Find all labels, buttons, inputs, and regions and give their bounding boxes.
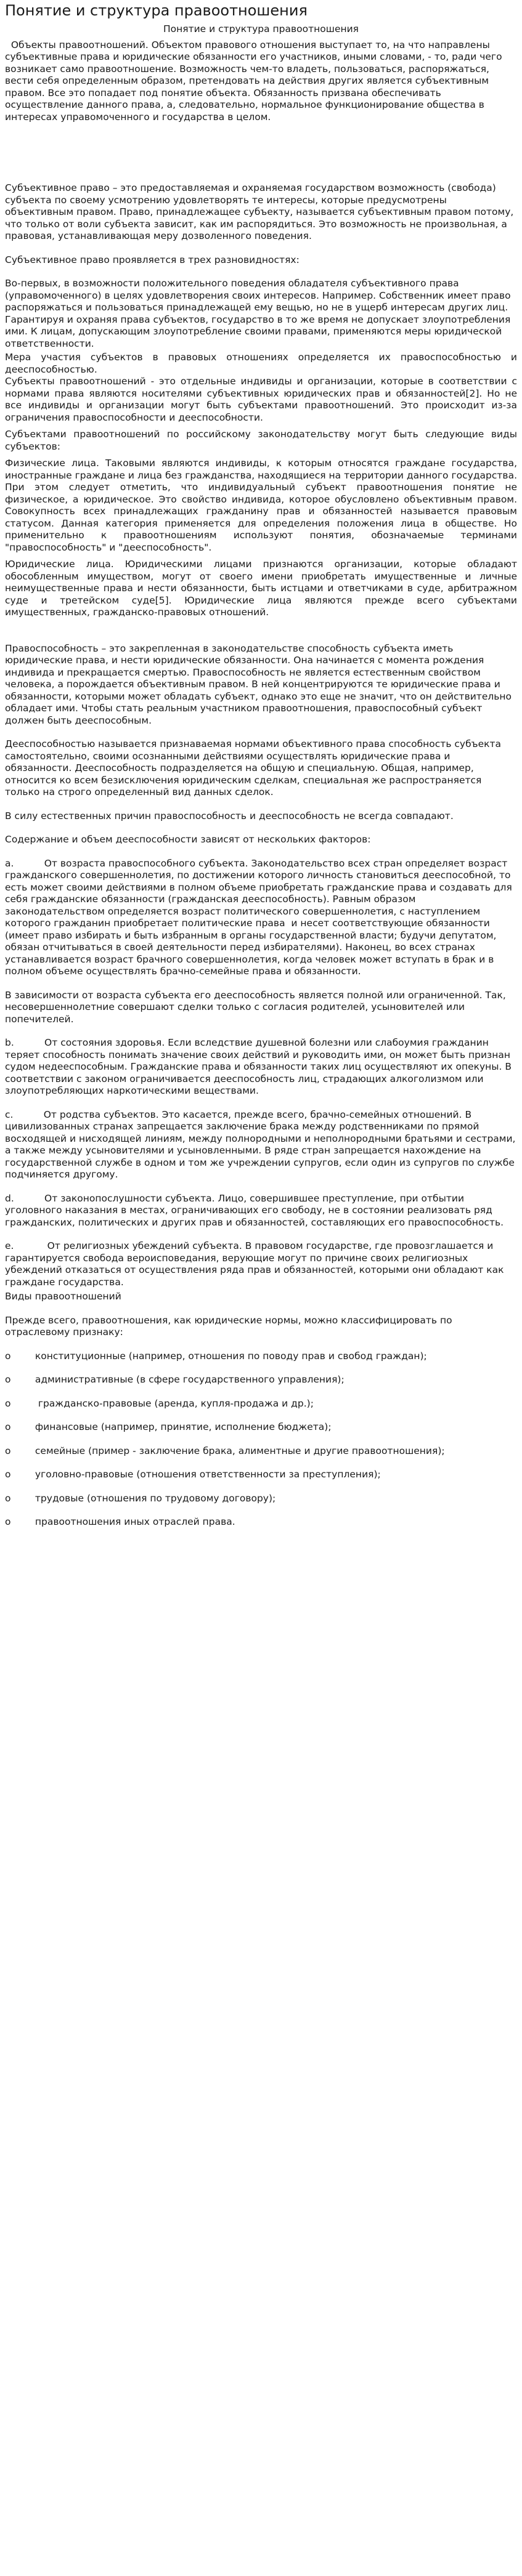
spacer <box>5 554 517 559</box>
document-subtitle: Понятие и структура правоотношения <box>163 23 359 34</box>
spacer <box>5 424 517 429</box>
physical-persons-paragraph: Физические лица. Таковыми являются индивиды, к которым относятся граждане государства, иностранные граждане и лица без гражданства, находящиеся на территории данного государства. При этом следует отметить, что индивидуальный субъект правоотношения понятие не физическое, а юридическое. Это свойство индивида, которое обусловлено объективным правом. Совокупность всех принадлежащих гражданину прав и обязанностей называется правовым статусом. Данная категория применяется для определения положения лица в обществе. Но применительно к правоотношениям используют понятия, обозначаемые терминами "правоспособность" и "дееспособность". <box>5 458 517 553</box>
subjects-definition-paragraph: Субъекты правоотношений - это отдельные индивиды и организации, которые в соответствии с нормами права являются носителями субъективных юридических прав и обязанностей[2]. Но не все индивиды и организации могут быть субъектами правоотношений. Это происходит из-за ограничения правоспособности и дееспособности. <box>5 376 517 423</box>
measure-paragraph: Мера участия субъектов в правовых отношениях определяется их правоспособностью и дееспособностью. <box>5 352 517 375</box>
document-page <box>0 1 522 1528</box>
kinds-title: Виды правоотношений <box>5 1291 121 1302</box>
kinds-list-item: o финансовые (например, принятие, исполнение бюджета); <box>5 1421 332 1432</box>
spacer <box>5 822 517 834</box>
factor-d-paragraph: d. От законопослушности субъекта. Лицо, совершившее преступление, при отбытии уголовного наказания в местах, ограничивающих его свободу, не в состоянии реализовать ряд гражданских, политических и других прав и обязанностей, составляющих его правоспособность. <box>5 1192 504 1228</box>
kinds-list-item: o уголовно-правовые (отношения ответственности за преступления); <box>5 1469 381 1480</box>
spacer <box>5 1386 517 1398</box>
intro-paragraph: Объекты правоотношений. Объектом правового отношения выступает то, на что направлены субъективные права и юридические обязанности его участников, иными словами, - то, ради чего возникает само правоотношение. Возможность чем-то владеть, пользоваться, распоряжаться, вести себя определенным образом, претендовать на действия других является субъективным правом. Все это попадает под понятие объекта. Обязанность призвана обеспечивать осуществление данного права, а, следовательно, нормальное функционирование общества в интересах управомоченного и государства в целом. <box>5 39 505 123</box>
spacer <box>5 846 517 858</box>
spacer <box>5 1097 517 1109</box>
kinds-intro-paragraph: Прежде всего, правоотношения, как юридические нормы, можно классифицировать по отраслевому признаку: <box>5 1314 452 1338</box>
kinds-list-item: o семейные (пример - заключение брака, алиментные и другие правоотношения); <box>5 1445 445 1456</box>
spacer <box>5 243 517 254</box>
spacer <box>5 1457 517 1469</box>
document-title: Понятие и структура правоотношения <box>5 2 308 19</box>
subjects-types-paragraph: Субъектами правоотношений по российскому законодательству могут быть следующие виды субъектов: <box>5 429 517 452</box>
three-kinds-paragraph: Субъективное право проявляется в трех разновидностях: <box>5 254 300 265</box>
spacer <box>5 123 517 182</box>
kinds-list-item: o трудовые (отношения по трудовому договору); <box>5 1492 276 1504</box>
spacer <box>5 619 517 643</box>
spacer <box>5 1339 517 1351</box>
firstly-paragraph: Во-первых, в возможности положительного поведения обладателя субъективного права (управомоченного) в целях удовлетворения своих интересов. Например. Собственник имеет право распоряжаться и пользоваться принадлежащей ему вещью, но не в ущерб интересам других лиц. Гарантируя и охраняя права субъектов, государство в то же время не допускает злоупотребления ими. К лицам, допускающим злоупотребление своими правами, применяются меры юридической ответственности. <box>5 278 511 349</box>
not-match-paragraph: В силу естественных причин правоспособность и дееспособность не всегда совпадают. <box>5 810 454 822</box>
spacer <box>5 1410 517 1421</box>
factor-b-paragraph: b. От состояния здоровья. Если вследствие душевной болезни или слабоумия гражданин теряет способность понимать значение своих действий и руководить ими, он может быть признан судом недееспособным. Гражданские права и обязанности таких лиц осуществляют их опекуны. В соответствии с законом ограничивается дееспособность лиц, страдающих алкоголизмом или злоупотребляющих наркотическими веществами. <box>5 1037 515 1096</box>
spacer <box>5 453 517 458</box>
legal-persons-paragraph: Юридические лица. Юридическими лицами признаются организации, которые обладают обособленным имуществом, могут от своего имени приобретать имущественные и личные неимущественные права и нести обязанности, быть истцами и ответчиками в суде, арбитражном суде и третейском суде[5]. Юридические лица являются прежде всего субъектами имущественных, гражданско-правовых отношений. <box>5 559 517 618</box>
legal-capacity-paragraph: Дееспособностью называется признаваемая нормами объективного права способность субъекта самостоятельно, своими осознанными действиями осуществлять юридические права и обязанности. Дееспособность подразделяется на общую и специальную. Общая, например, относится ко всем безисключения юридическим сделкам, специальная же распространяется только на строго определенный вид данных сделок. <box>5 738 502 797</box>
spacer <box>5 1362 517 1374</box>
factor-c-paragraph: c. От родства субъектов. Это касается, прежде всего, брачно-семейных отношений. В цивилизованных странах запрещается заключение брака между родственниками по прямой восходящей и нисходящей линиям, между полнородными и неполнородными братьями и сестрами, а также между усыновителями и усыновленными. В ряде стран запрещается нахождение на государственной службе в одном и том же учреждении супругов, если один из супругов по службе подчиняется другому. <box>5 1108 519 1180</box>
age-note-paragraph: В зависимости от возраста субъекта его дееспособность является полной или ограниченной. Так, несовершеннолетние совершают сделки только с согласия родителей, усыновителей или попечителей. <box>5 989 506 1025</box>
spacer <box>5 1434 517 1445</box>
capacity-paragraph: Правоспособность – это закрепленная в законодательстве способность субъекта иметь юридические права, и нести юридические обязанности. Она начинается с момента рождения индивида и прекращается смертью. Правоспособность не является естественным свойством человека, а порождается объективным правом. В ней концентрируются те юридические права и обязанности, которыми может обладать субъект, однако это еще не значит, что он действительно обладает ими. Чтобы стать реальным участником правоотношения, правоспособный субъект должен быть дееспособным. <box>5 642 512 726</box>
spacer <box>5 1229 517 1240</box>
kinds-list-item: o гражданско-правовые (аренда, купля-продажа и др.); <box>5 1397 314 1409</box>
factors-paragraph: Содержание и объем дееспособности зависят от нескольких факторов: <box>5 834 371 845</box>
spacer <box>5 1303 517 1315</box>
factor-a-paragraph: a. От возраста правоспособного субъекта. Законодательство всех стран определяет возраст гражданского совершеннолетия, по достижении которого личность становиться дееспособной, то есть может своими действиями в полном объеме приобретать гражданские права и создавать для себя гражданские обязанности (гражданская дееспособность). Равным образом законодательством определяется возраст политического совершеннолетия, с наступлением которого гражданин приобретает политические права и несет соответствующие обязанности (имеет право избирать и быть избранным в органы государственной власти; будучи депутатом, обязан отчитываться в своей деятельности перед избирателями). Наконец, во всех странах устанавливается возраст брачного совершеннолетия, когда человек может вступать в брак и в полном объеме осуществлять брачно-семейные права и обязанности. <box>5 857 515 977</box>
spacer <box>5 1504 517 1516</box>
spacer <box>5 1025 517 1037</box>
kinds-list-item: o административные (в сфере государственного управления); <box>5 1374 345 1385</box>
spacer <box>5 1481 517 1493</box>
spacer <box>5 727 517 738</box>
kinds-list-item: o правоотношения иных отраслей права. <box>5 1516 235 1527</box>
spacer <box>5 266 517 278</box>
spacer <box>5 978 517 990</box>
factor-e-paragraph: e. От религиозных убеждений субъекта. В правовом государстве, где провозглашается и гарантируется свобода вероисповедания, верующие могут по причине своих религиозных убеждений отказаться от осуществления ряда прав и обязанностей, которыми они обладают как граждане государства. <box>5 1240 507 1288</box>
kinds-list-item: o конституционные (например, отношения по поводу прав и свобод граждан); <box>5 1350 427 1362</box>
subjective-right-paragraph: Субъективное право – это предоставляемая и охраняемая государством возможность (свобода) субъекта по своему усмотрению удовлетворять те интересы, которые предусмотрены объективным правом. Право, принадлежащее субъекту, называется субъективным правом потому, что только от воли субъекта зависит, как им распорядиться. Это возможность не произвольная, а правовая, устанавливающая меру дозволенного поведения. <box>5 182 514 241</box>
spacer <box>5 1181 517 1193</box>
spacer <box>5 799 517 810</box>
